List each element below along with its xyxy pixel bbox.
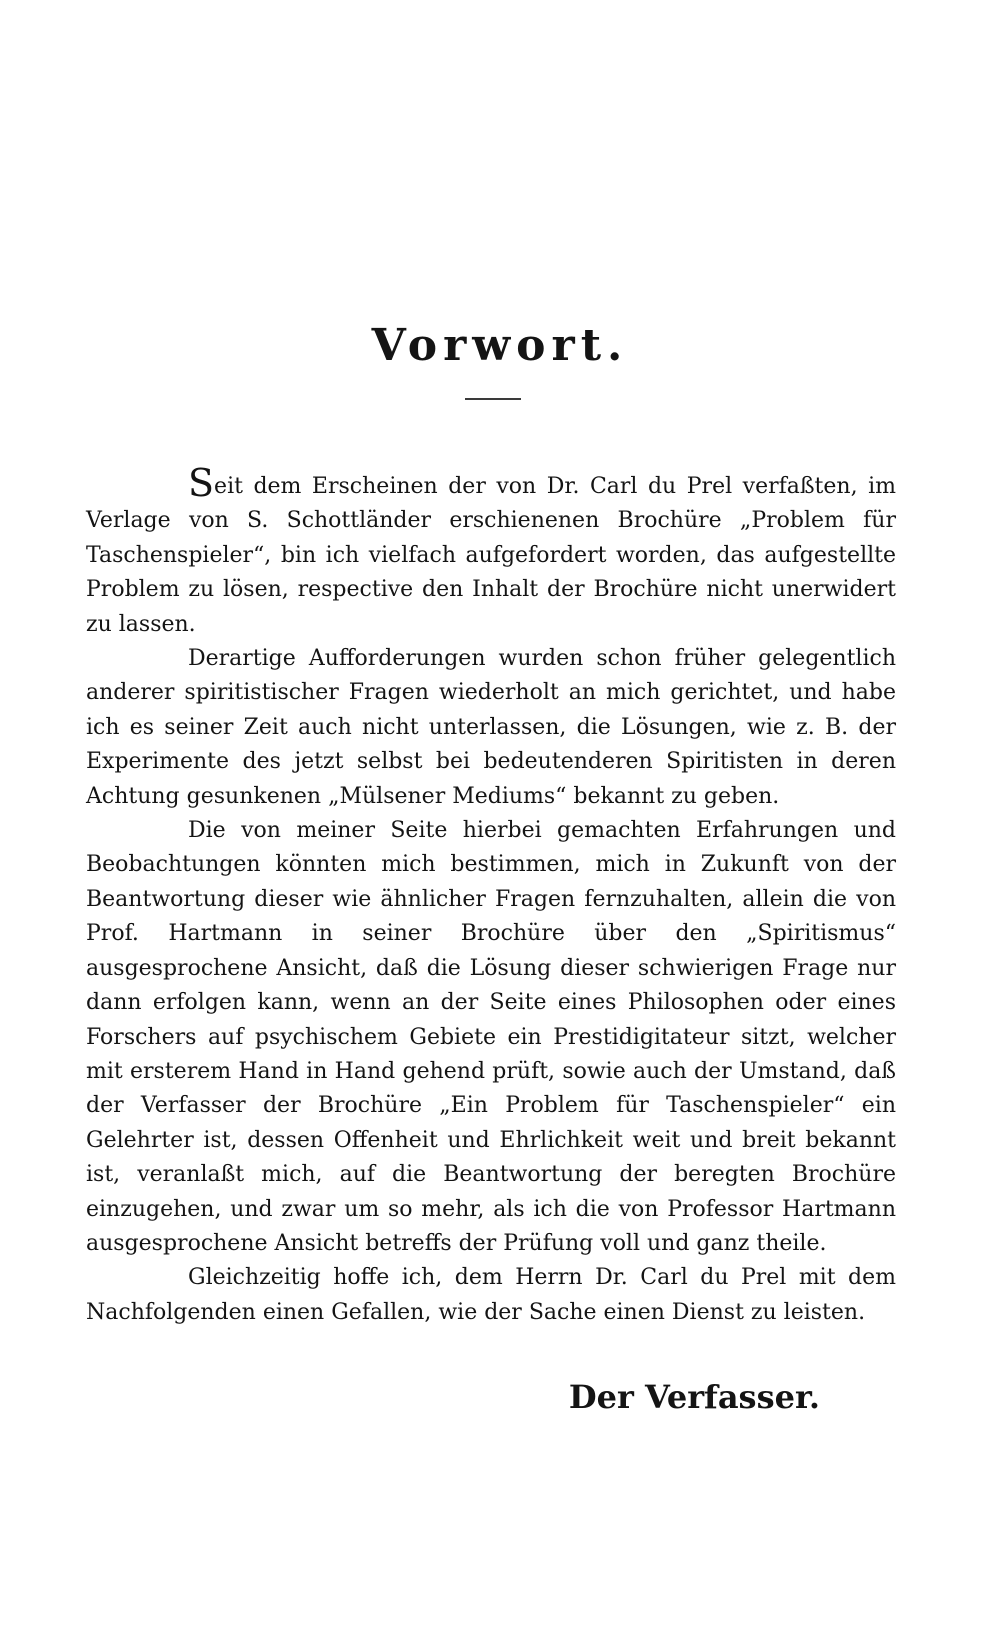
paragraph-1 xyxy=(86,461,896,642)
author-signature: Der Verfasser. xyxy=(568,1378,820,1416)
preface-body xyxy=(86,461,896,1330)
paragraph-3: Die von meiner Seite hierbei gemachten Erfahrungen und Beobachtungen könnten mich bestimmen, mich in Zukunft von der Beantwortung dieser wie ähnlicher Fragen fernzuhalten, allein die von Prof. Hartmann in seiner Brochüre über den „Spiritismus“ ausgesprochene Ansicht, daß die Lösung dieser schwierigen Frage nur dann erfolgen kann, wenn an der Seite eines Philosophen oder eines Forschers auf psychischem Gebiete ein Prestidigitateur sitzt, welcher mit ersterem Hand in Hand gehend prüft, sowie auch der Umstand, daß der Verfasser der Brochüre „Ein Problem für Taschenspieler“ ein Gelehrter ist, dessen Offenheit und Ehrlichkeit weit und breit bekannt ist, veranlaßt mich, auf die Beantwortung der beregten Brochüre einzugehen, und zwar um so mehr, als ich die von Professor Hartmann ausgesprochene Ansicht betreffs der Prüfung voll und ganz theile. xyxy=(86,818,896,1256)
title-divider xyxy=(465,398,521,400)
paragraph-1-text: eit dem Erscheinen der von Dr. Carl du Prel verfaßten, im Verlage von S. Schottländer erschienenen Brochüre „Problem für Taschenspieler“, bin ich vielfach aufgefordert worden, das aufgestellte Problem zu lösen, respective den Inhalt der Brochüre nicht unerwidert zu lassen. xyxy=(86,474,896,637)
initial-letter: S xyxy=(188,461,215,505)
paragraph-2: Derartige Aufforderungen wurden schon früher gelegentlich anderer spiritistischer Fragen wiederholt an mich gerichtet, und habe ich es seiner Zeit auch nicht unterlassen, die Lösungen, wie z. B. der Experimente des jetzt selbst bei bedeutenderen Spiritisten in deren Achtung gesunkenen „Mülsener Mediums“ bekannt zu geben. xyxy=(86,646,896,809)
paragraph-4: Gleichzeitig hoffe ich, dem Herrn Dr. Carl du Prel mit dem Nachfolgenden einen Gefallen, wie der Sache einen Dienst zu leisten. xyxy=(86,1265,896,1325)
page-title: Vorwort. xyxy=(371,320,629,371)
